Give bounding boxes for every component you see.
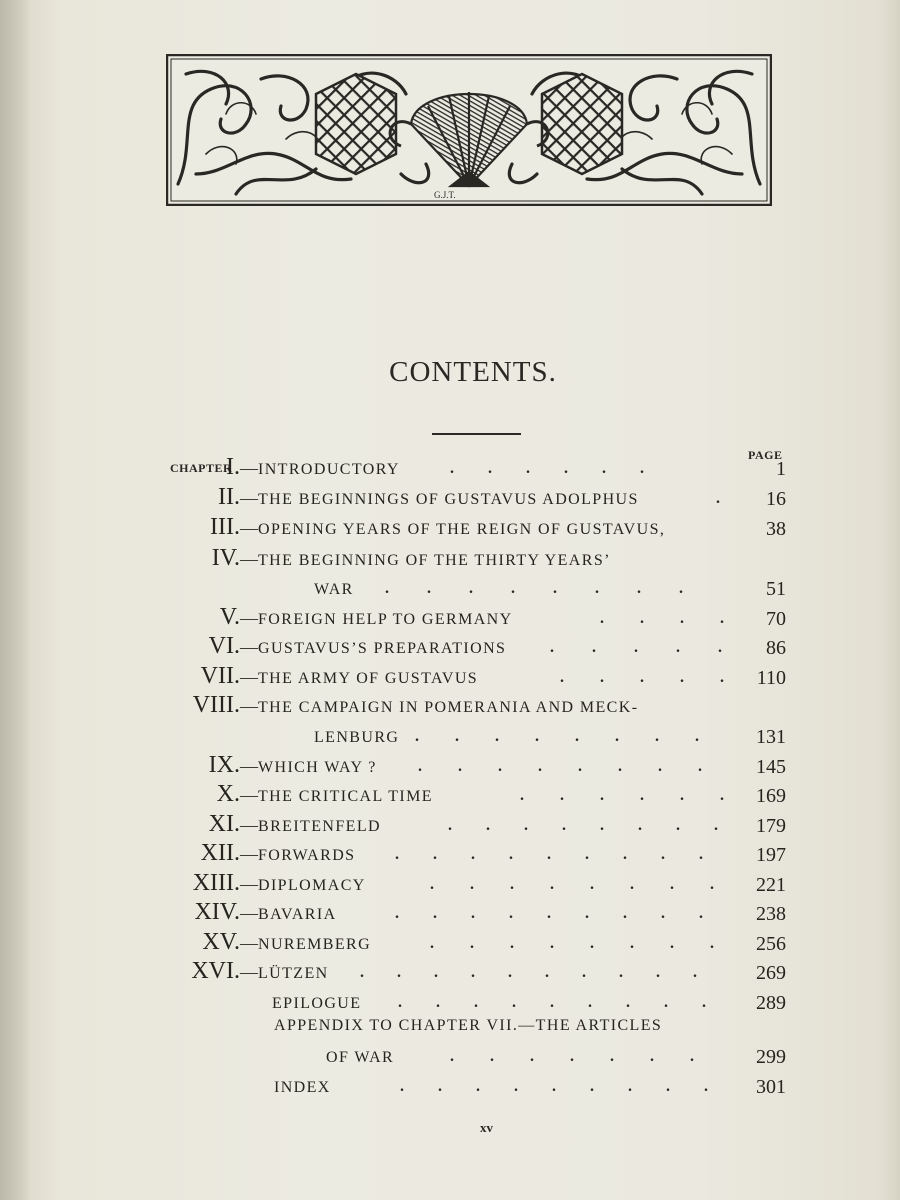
leader-dot: . bbox=[582, 964, 586, 981]
leader-dot: . bbox=[433, 905, 437, 922]
toc-entry bbox=[0, 454, 900, 484]
toc-entry bbox=[0, 899, 900, 929]
leader-dot: . bbox=[698, 758, 702, 775]
leader-dot: . bbox=[535, 728, 539, 745]
leader-dot: . bbox=[552, 1078, 556, 1095]
leader-dot: . bbox=[545, 964, 549, 981]
em-dash: — bbox=[240, 785, 258, 805]
leader-dot: . bbox=[602, 460, 606, 477]
leader-dot: . bbox=[474, 994, 478, 1011]
leader-dot: . bbox=[720, 787, 724, 804]
leader-dot: . bbox=[526, 460, 530, 477]
chapter-number bbox=[0, 485, 258, 510]
leader-dot: . bbox=[592, 639, 596, 656]
em-dash: — bbox=[240, 962, 258, 982]
toc-entry bbox=[0, 1072, 900, 1102]
page-number: 269 bbox=[756, 962, 786, 984]
toc-entry bbox=[0, 929, 900, 959]
leader-dot: . bbox=[510, 876, 514, 893]
chapter-number bbox=[0, 634, 258, 659]
leader-dot: . bbox=[699, 846, 703, 863]
toc-entry bbox=[0, 840, 900, 870]
leader-dot: . bbox=[623, 846, 627, 863]
leader-dot: . bbox=[524, 817, 528, 834]
em-dash: — bbox=[240, 458, 258, 478]
leader-dot: . bbox=[710, 935, 714, 952]
leader-dot: . bbox=[495, 728, 499, 745]
leader-dot: . bbox=[720, 669, 724, 686]
leader-dot: . bbox=[488, 460, 492, 477]
leader-dot: . bbox=[547, 905, 551, 922]
chapter-title: EPILOGUE bbox=[272, 995, 362, 1012]
leader-dot: . bbox=[550, 935, 554, 952]
leader-dot: . bbox=[560, 787, 564, 804]
page-number: 299 bbox=[756, 1046, 786, 1068]
chapter-number bbox=[0, 871, 258, 896]
page-column-label: PAGE bbox=[748, 448, 783, 462]
em-dash: — bbox=[240, 667, 258, 687]
chapter-title: BREITENFELD bbox=[258, 818, 381, 835]
leader-dot: . bbox=[470, 935, 474, 952]
chapter-title: WHICH WAY ? bbox=[258, 759, 377, 776]
page-number: 169 bbox=[756, 785, 786, 807]
leader-dot: . bbox=[458, 758, 462, 775]
leader-dot: . bbox=[650, 1048, 654, 1065]
chapter-number bbox=[0, 664, 258, 689]
chapter-title: THE ARMY OF GUSTAVUS bbox=[258, 670, 479, 687]
toc-entry bbox=[0, 514, 900, 544]
leader-dot: . bbox=[623, 905, 627, 922]
toc-entry bbox=[0, 484, 900, 514]
leader-dot: . bbox=[547, 846, 551, 863]
leader-dot: . bbox=[676, 817, 680, 834]
toc-entry bbox=[0, 722, 900, 752]
leader-dot: . bbox=[397, 964, 401, 981]
leader-dot: . bbox=[619, 964, 623, 981]
toc-entry bbox=[0, 604, 900, 634]
leader-dot: . bbox=[395, 846, 399, 863]
leader-dot: . bbox=[630, 935, 634, 952]
chapter-numeral: VI. bbox=[208, 633, 240, 659]
leader-dot: . bbox=[600, 610, 604, 627]
leader-dot: . bbox=[415, 728, 419, 745]
leader-dot: . bbox=[702, 994, 706, 1011]
toc-entry bbox=[0, 781, 900, 811]
em-dash: — bbox=[240, 696, 258, 716]
toc-entry bbox=[0, 870, 900, 900]
leader-dot: . bbox=[640, 669, 644, 686]
em-dash: — bbox=[240, 488, 258, 508]
chapter-title: THE CAMPAIGN IN POMERANIA AND MECK- bbox=[258, 699, 639, 716]
leader-dot: . bbox=[550, 876, 554, 893]
toc-entry bbox=[0, 574, 900, 604]
chapter-title: THE BEGINNING OF THE THIRTY YEARS’ bbox=[258, 552, 611, 569]
leader-dot: . bbox=[626, 994, 630, 1011]
chapter-numeral: XVI. bbox=[191, 958, 240, 984]
leader-dot: . bbox=[680, 787, 684, 804]
leader-dot: . bbox=[578, 758, 582, 775]
leader-dot: . bbox=[670, 876, 674, 893]
chapter-title: DIPLOMACY bbox=[258, 877, 366, 894]
leader-dot: . bbox=[470, 876, 474, 893]
em-dash: — bbox=[240, 756, 258, 776]
toc-entry bbox=[0, 1042, 900, 1072]
chapter-numeral: XIII. bbox=[192, 870, 240, 896]
toc-entry bbox=[0, 692, 900, 722]
leader-dot: . bbox=[600, 787, 604, 804]
leader-dot: . bbox=[520, 787, 524, 804]
leader-dot: . bbox=[666, 1078, 670, 1095]
leader-dot: . bbox=[718, 639, 722, 656]
ornament-initials: G.J.T. bbox=[434, 190, 456, 200]
leader-dot: . bbox=[486, 817, 490, 834]
leader-dot: . bbox=[469, 580, 473, 597]
leader-dot: . bbox=[510, 935, 514, 952]
chapter-title: OPENING YEARS OF THE REIGN OF GUSTAVUS, bbox=[258, 521, 666, 538]
leader-dot: . bbox=[530, 1048, 534, 1065]
leader-dot: . bbox=[630, 876, 634, 893]
toc-entry bbox=[0, 1010, 900, 1040]
leader-dot: . bbox=[553, 580, 557, 597]
chapter-numeral: III. bbox=[210, 514, 240, 540]
chapter-number bbox=[0, 605, 258, 630]
leader-dot: . bbox=[615, 728, 619, 745]
em-dash: — bbox=[240, 549, 258, 569]
chapter-number bbox=[0, 546, 258, 571]
chapter-title: THE CRITICAL TIME bbox=[258, 788, 433, 805]
chapter-numeral: IX. bbox=[208, 752, 240, 778]
leader-dot: . bbox=[658, 758, 662, 775]
toc-entry bbox=[0, 752, 900, 782]
chapter-number bbox=[0, 930, 258, 955]
leader-dot: . bbox=[595, 580, 599, 597]
leader-dot: . bbox=[509, 905, 513, 922]
page-number: 1 bbox=[776, 458, 786, 480]
chapter-title: FORWARDS bbox=[258, 847, 356, 864]
leader-dot: . bbox=[508, 964, 512, 981]
chapter-title: NUREMBERG bbox=[258, 936, 372, 953]
ornamental-headpiece bbox=[166, 54, 772, 206]
leader-dot: . bbox=[656, 964, 660, 981]
leader-dot: . bbox=[471, 964, 475, 981]
leader-dot: . bbox=[640, 610, 644, 627]
leader-dot: . bbox=[661, 905, 665, 922]
leader-dot: . bbox=[538, 758, 542, 775]
page-number: 301 bbox=[756, 1076, 786, 1098]
page-number: 179 bbox=[756, 815, 786, 837]
em-dash: — bbox=[240, 844, 258, 864]
chapter-number bbox=[0, 959, 258, 984]
chapter-numeral: XV. bbox=[202, 929, 240, 955]
chapter-title: LENBURG bbox=[314, 729, 400, 746]
leader-dot: . bbox=[550, 994, 554, 1011]
leader-dot: . bbox=[634, 639, 638, 656]
leader-dot: . bbox=[511, 580, 515, 597]
leader-dot: . bbox=[476, 1078, 480, 1095]
page-number: 197 bbox=[756, 844, 786, 866]
leader-dot: . bbox=[433, 846, 437, 863]
leader-dot: . bbox=[618, 758, 622, 775]
leader-dot: . bbox=[638, 817, 642, 834]
leader-dot: . bbox=[610, 1048, 614, 1065]
page-number: 86 bbox=[766, 637, 786, 659]
leader-dot: . bbox=[699, 905, 703, 922]
leader-dot: . bbox=[640, 787, 644, 804]
chapter-title: FOREIGN HELP TO GERMANY bbox=[258, 611, 513, 628]
page-number: 238 bbox=[756, 903, 786, 925]
toc-entry bbox=[0, 663, 900, 693]
leader-dot: . bbox=[590, 935, 594, 952]
leader-dot: . bbox=[434, 964, 438, 981]
chapter-numeral: VII. bbox=[200, 663, 240, 689]
chapter-number bbox=[0, 693, 258, 718]
leader-dot: . bbox=[436, 994, 440, 1011]
chapter-numeral: I. bbox=[226, 454, 240, 480]
chapter-title: INTRODUCTORY bbox=[258, 461, 400, 478]
leader-dot: . bbox=[720, 610, 724, 627]
leader-dot: . bbox=[680, 610, 684, 627]
page-number: 51 bbox=[766, 578, 786, 600]
chapter-number bbox=[0, 455, 258, 480]
chapter-numeral: XIV. bbox=[194, 899, 240, 925]
leader-dot: . bbox=[704, 1078, 708, 1095]
leader-dot: . bbox=[693, 964, 697, 981]
leader-dot: . bbox=[570, 1048, 574, 1065]
em-dash: — bbox=[240, 608, 258, 628]
em-dash: — bbox=[240, 518, 258, 538]
page-number: 16 bbox=[766, 488, 786, 510]
chapter-numeral: XI. bbox=[208, 811, 240, 837]
leader-dot: . bbox=[588, 994, 592, 1011]
leader-dot: . bbox=[450, 1048, 454, 1065]
leader-dot: . bbox=[628, 1078, 632, 1095]
chapter-title: WAR bbox=[314, 581, 354, 598]
leader-dot: . bbox=[600, 669, 604, 686]
toc-entry bbox=[0, 545, 900, 575]
toc-entry bbox=[0, 958, 900, 988]
leader-dot: . bbox=[679, 580, 683, 597]
leader-dot: . bbox=[498, 758, 502, 775]
leader-dot: . bbox=[600, 817, 604, 834]
leader-dot: . bbox=[385, 580, 389, 597]
chapter-numeral: XII. bbox=[200, 840, 240, 866]
toc-entry bbox=[0, 633, 900, 663]
leader-dot: . bbox=[661, 846, 665, 863]
chapter-number bbox=[0, 900, 258, 925]
leader-dot: . bbox=[710, 876, 714, 893]
leader-dot: . bbox=[455, 728, 459, 745]
leader-dot: . bbox=[514, 1078, 518, 1095]
page-number: 70 bbox=[766, 608, 786, 630]
page-folio: xv bbox=[480, 1120, 493, 1135]
leader-dot: . bbox=[640, 460, 644, 477]
chapter-number bbox=[0, 753, 258, 778]
leader-dot: . bbox=[471, 905, 475, 922]
page-number: 110 bbox=[756, 667, 786, 689]
em-dash: — bbox=[240, 903, 258, 923]
leader-dot: . bbox=[490, 1048, 494, 1065]
leader-dot: . bbox=[398, 994, 402, 1011]
chapter-number bbox=[0, 812, 258, 837]
leader-dot: . bbox=[448, 817, 452, 834]
leader-dot: . bbox=[585, 905, 589, 922]
leader-dot: . bbox=[562, 817, 566, 834]
em-dash: — bbox=[240, 933, 258, 953]
leader-dot: . bbox=[637, 580, 641, 597]
chapter-numeral: X. bbox=[216, 781, 240, 807]
page-number: 38 bbox=[766, 518, 786, 540]
leader-dot: . bbox=[564, 460, 568, 477]
leader-dot: . bbox=[716, 490, 720, 507]
chapter-numeral: V. bbox=[219, 604, 240, 630]
leader-dot: . bbox=[438, 1078, 442, 1095]
leader-dot: . bbox=[670, 935, 674, 952]
chapter-numeral: IV. bbox=[211, 545, 240, 571]
page-number: 289 bbox=[756, 992, 786, 1014]
leader-dot: . bbox=[550, 639, 554, 656]
leader-dot: . bbox=[430, 876, 434, 893]
leader-dot: . bbox=[430, 935, 434, 952]
leader-dot: . bbox=[690, 1048, 694, 1065]
leader-dot: . bbox=[590, 876, 594, 893]
chapter-number bbox=[0, 515, 258, 540]
leader-dot: . bbox=[560, 669, 564, 686]
leader-dot: . bbox=[427, 580, 431, 597]
toc-entry bbox=[0, 811, 900, 841]
chapter-title: APPENDIX TO CHAPTER VII.—THE ARTICLES bbox=[274, 1017, 663, 1034]
leader-dot: . bbox=[418, 758, 422, 775]
chapter-title: INDEX bbox=[274, 1079, 331, 1096]
em-dash: — bbox=[240, 815, 258, 835]
leader-dot: . bbox=[360, 964, 364, 981]
leader-dot: . bbox=[471, 846, 475, 863]
chapter-title: LÜTZEN bbox=[258, 965, 329, 982]
leader-dot: . bbox=[509, 846, 513, 863]
leader-dot: . bbox=[400, 1078, 404, 1095]
page-number: 145 bbox=[756, 756, 786, 778]
title-rule bbox=[432, 433, 521, 435]
leader-dot: . bbox=[395, 905, 399, 922]
leader-dot: . bbox=[585, 846, 589, 863]
chapter-title: THE BEGINNINGS OF GUSTAVUS ADOLPHUS bbox=[258, 491, 639, 508]
leader-dot: . bbox=[664, 994, 668, 1011]
leader-dot: . bbox=[676, 639, 680, 656]
chapter-title: GUSTAVUS’S PREPARATIONS bbox=[258, 640, 507, 657]
chapter-title: BAVARIA bbox=[258, 906, 337, 923]
leader-dot: . bbox=[512, 994, 516, 1011]
chapter-number bbox=[0, 782, 258, 807]
page-number: 131 bbox=[756, 726, 786, 748]
chapter-numeral: II. bbox=[218, 484, 240, 510]
leader-dot: . bbox=[450, 460, 454, 477]
chapter-column-label: CHAPTER bbox=[170, 461, 233, 475]
em-dash: — bbox=[240, 637, 258, 657]
chapter-number bbox=[0, 841, 258, 866]
page-title: CONTENTS. bbox=[389, 356, 557, 388]
leader-dot: . bbox=[575, 728, 579, 745]
page-number: 256 bbox=[756, 933, 786, 955]
page-number: 221 bbox=[756, 874, 786, 896]
em-dash: — bbox=[240, 874, 258, 894]
leader-dot: . bbox=[680, 669, 684, 686]
chapter-numeral: VIII. bbox=[192, 692, 240, 718]
leader-dot: . bbox=[590, 1078, 594, 1095]
chapter-title: OF WAR bbox=[326, 1049, 395, 1066]
leader-dot: . bbox=[714, 817, 718, 834]
leader-dot: . bbox=[695, 728, 699, 745]
leader-dot: . bbox=[655, 728, 659, 745]
